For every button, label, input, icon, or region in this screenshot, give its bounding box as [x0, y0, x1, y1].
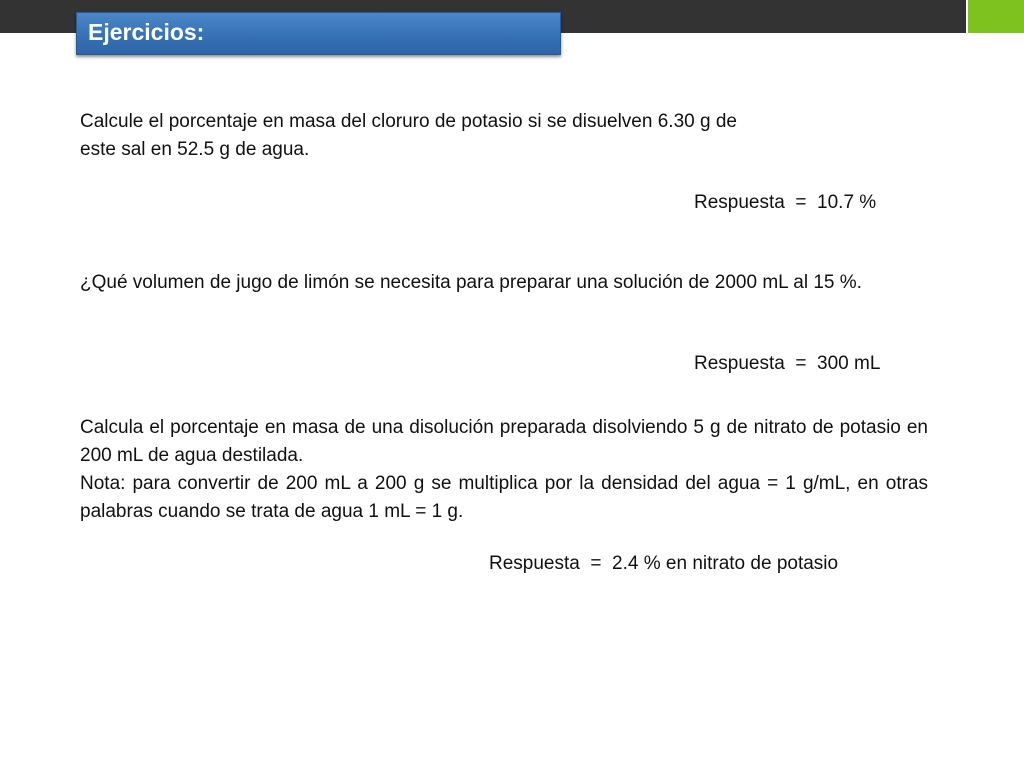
exercise-1-question	[80, 108, 928, 164]
slide-title: Ejercicios:	[76, 12, 561, 55]
exercise-1-line-2: este sal en 52.5 g de agua.	[80, 139, 310, 160]
exercise-3-question: Calcula el porcentaje en masa de una disolución preparada disolviendo 5 g de nitrato de potasio en 200 mL de agua destilada.	[80, 417, 928, 466]
exercise-2-answer: Respuesta = 300 mL	[694, 353, 881, 374]
exercise-3-text	[80, 414, 928, 526]
exercise-2-question: ¿Qué volumen de jugo de limón se necesita para preparar una solución de 2000 mL al 15 %.	[80, 272, 862, 293]
exercise-3-note: Nota: para convertir de 200 mL a 200 g se multiplica por la densidad del agua = 1 g/mL, en otras palabras cuando se trata de agua 1 mL = 1 g.	[80, 473, 928, 522]
accent-square	[966, 0, 1024, 33]
exercise-1-answer: Respuesta = 10.7 %	[694, 192, 877, 213]
exercise-1-line-1: Calcule el porcentaje en masa del cloruro de potasio si se disuelven 6.30 g de	[80, 111, 737, 132]
exercise-3-answer: Respuesta = 2.4 % en nitrato de potasio	[489, 553, 839, 574]
